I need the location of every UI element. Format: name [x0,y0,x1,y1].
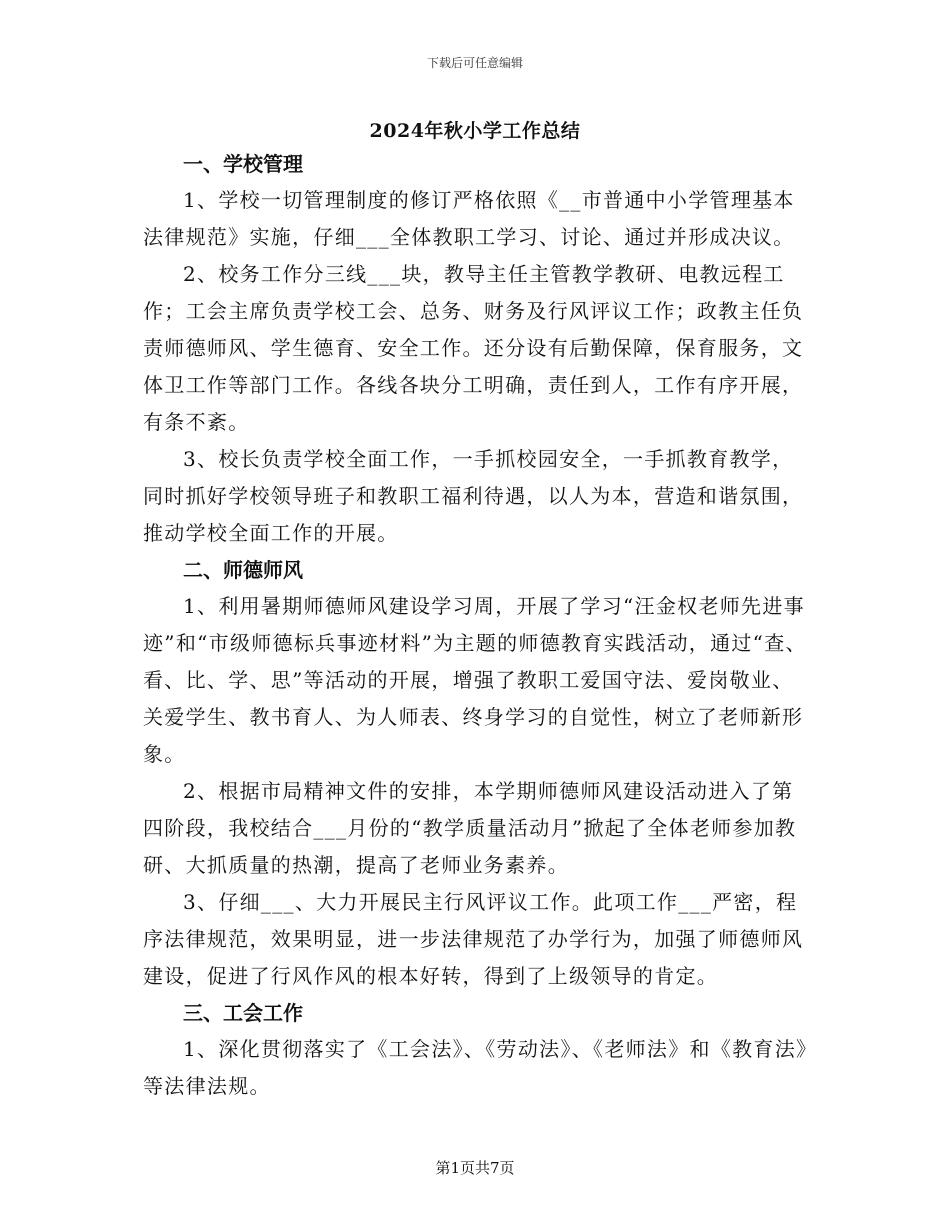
section-union-work [143,995,811,1105]
paragraph: 3、仔细___、大力开展民主行风评议工作。此项工作___严密，程序法律规范，效果明显，进一步法律规范了办学行为，加强了师德师风建设，促进了行风作风的根本好转，得到了上级领导的肯定。 [143,890,804,988]
page-number-footer: 第1页共7页 [435,1159,515,1177]
paragraph: 3、校长负责学校全面工作，一手抓校园安全，一手抓教育教学，同时抓好学校领导班子和教职工福利待遇，以人为本，营造和谐氛围，推动学校全面工作的开展。 [143,447,804,545]
section-heading: 二、师德师风 [183,558,303,582]
section-heading: 一、学校管理 [183,152,303,176]
document-body [143,146,811,1105]
paragraph: 1、深化贯彻落实了《工会法》、《劳动法》、《老师法》和《教育法》等法律法规。 [143,1037,808,1098]
document-title: 2024年秋小学工作总结 [369,120,581,142]
section-heading: 三、工会工作 [183,1001,303,1025]
section-school-management [143,146,811,552]
section-teacher-ethics [143,552,811,995]
paragraph: 2、根据市局精神文件的安排，本学期师德师风建设活动进入了第四阶段，我校结合___月份的“教学质量活动月”掀起了全体老师参加教研、大抓质量的热潮，提高了老师业务素养。 [143,779,797,877]
paragraph: 2、校务工作分三线___块，教导主任主管教学教研、电教远程工作；工会主席负责学校工会、总务、财务及行风评议工作；政教主任负责师德师风、学生德育、安全工作。还分设有后勤保障，保育服务，文体卫工作等部门工作。各线各块分工明确，责任到人，工作有序开展，有条不紊。 [143,262,804,434]
paragraph: 1、学校一切管理制度的修订严格依照《__市普通中小学管理基本法律规范》实施，仔细___全体教职工学习、讨论、通过并形成决议。 [143,188,795,249]
header-note: 下载后可任意编辑 [426,56,523,70]
paragraph: 1、利用暑期师德师风建设学习周，开展了学习“汪金权老师先进事迹”和“市级师德标兵事迹材料”为主题的师德教育实践活动，通过“查、看、比、学、思”等活动的开展，增强了教职工爱国守法、爱岗敬业、关爱学生、教书育人、为人师表、终身学习的自觉性，树立了老师新形象。 [143,594,807,766]
